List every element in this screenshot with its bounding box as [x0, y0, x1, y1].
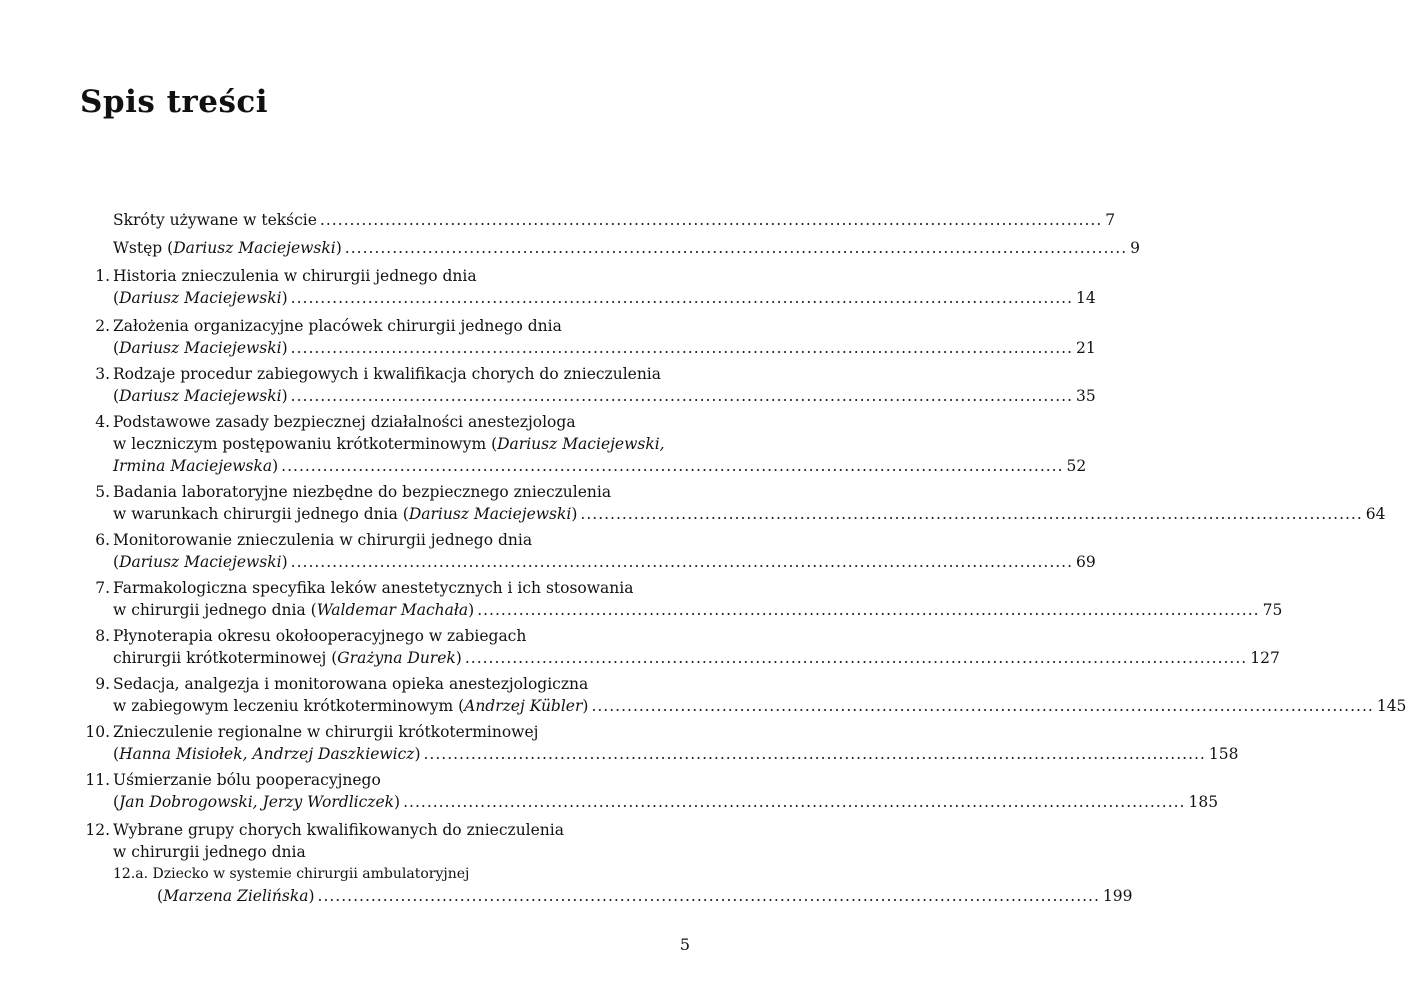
dot-leader: ....................................................................................................................................: [290, 387, 1074, 405]
entry-number: 5.: [95, 483, 110, 501]
entry-number: 2.: [95, 317, 110, 335]
entry-author: Dariusz Maciejewski: [119, 339, 282, 357]
page-title: Spis treści: [80, 84, 269, 120]
toc-line: (Hanna Misiołek, Andrzej Daszkiewicz) .................................................................................................................................... 158: [113, 742, 690, 766]
toc-line: (Dariusz Maciejewski) .................................................................................................................................... 69: [113, 550, 690, 574]
entry-page: 158: [1208, 745, 1239, 763]
entry-page: 185: [1188, 793, 1219, 811]
entry-author: Dariusz Maciejewski: [119, 387, 282, 405]
entry-number: 3.: [95, 365, 110, 383]
dot-leader: ....................................................................................................................................: [477, 601, 1260, 619]
toc-line: w chirurgii jednego dnia (Waldemar Machała) .................................................................................................................................... 75: [113, 598, 690, 622]
entry-title: Farmakologiczna specyfika leków anestetycznych i ich stosowania: [113, 579, 634, 597]
entry-title: Wybrane grupy chorych kwalifikowanych do znieczulenia: [113, 821, 564, 839]
entry-author: Dariusz Maciejewski: [119, 289, 282, 307]
entry-author: Jan Dobrogowski, Jerzy Wordliczek: [119, 793, 395, 811]
toc-line: chirurgii krótkoterminowej (Grażyna Durek) .................................................................................................................................... 127: [113, 646, 690, 670]
entry-title: Podstawowe zasady bezpiecznej działalności anestezjologa: [113, 413, 576, 431]
toc-line: w warunkach chirurgii jednego dnia (Dariusz Maciejewski) .................................................................................................................................... 64: [113, 502, 690, 526]
entry-number: 10.: [85, 723, 110, 741]
entry-page: 64: [1365, 505, 1386, 523]
entry-title: Rodzaje procedur zabiegowych i kwalifikacja chorych do znieczulenia: [113, 365, 662, 383]
toc-line: (Jan Dobrogowski, Jerzy Wordliczek) .................................................................................................................................... 185: [113, 790, 690, 814]
entry-title: Monitorowanie znieczulenia w chirurgii jednego dnia: [113, 531, 533, 549]
dot-leader: ....................................................................................................................................: [290, 339, 1074, 357]
entry-author: Waldemar Machała: [316, 601, 469, 619]
entry-title: Znieczulenie regionalne w chirurgii krótkoterminowej: [113, 723, 539, 741]
entry-page: 127: [1250, 649, 1280, 667]
toc-line: (Marzena Zielińska) .................................................................................................................................... 199: [157, 884, 690, 908]
entry-title-continued: w leczniczym postępowaniu krótkoterminowym (Dariusz Maciejewski,: [113, 435, 665, 453]
dot-leader: ....................................................................................................................................: [281, 457, 1064, 475]
toc-line: (Dariusz Maciejewski) .................................................................................................................................... 21: [113, 336, 690, 360]
toc-line: (Dariusz Maciejewski) .................................................................................................................................... 35: [113, 384, 690, 408]
entry-title: Badania laboratoryjne niezbędne do bezpiecznego znieczulenia: [113, 483, 612, 501]
entry-title-continued: w chirurgii jednego dnia: [113, 843, 306, 861]
dot-leader: ....................................................................................................................................: [423, 745, 1206, 763]
entry-title: Sedacja, analgezja i monitorowana opieka anestezjologiczna: [113, 675, 589, 693]
entry-page: 7: [1105, 211, 1116, 229]
entry-page: 9: [1130, 239, 1141, 257]
entry-number: 1.: [95, 267, 110, 285]
dot-leader: ....................................................................................................................................: [580, 505, 1363, 523]
toc-line: Irmina Maciejewska) .................................................................................................................................... 52: [113, 454, 684, 478]
entry-author: Grażyna Durek: [337, 649, 456, 667]
entry-page: 52: [1066, 457, 1087, 475]
page-number: 5: [679, 935, 690, 954]
entry-page: 21: [1076, 339, 1096, 357]
entry-page: 145: [1376, 697, 1406, 715]
toc-line: (Dariusz Maciejewski) .................................................................................................................................... 14: [113, 286, 690, 310]
entry-number: 12.: [85, 821, 110, 839]
entry-number: 4.: [95, 413, 110, 431]
entry-author: Hanna Misiołek, Andrzej Daszkiewicz: [119, 745, 415, 763]
entry-title: Założenia organizacyjne placówek chirurgii jednego dnia: [113, 317, 562, 335]
entry-page: 35: [1076, 387, 1096, 405]
entry-page: 14: [1076, 289, 1096, 307]
entry-page: 199: [1102, 887, 1133, 905]
entry-author: Dariusz Maciejewski: [408, 505, 572, 523]
entry-number: 11.: [85, 771, 110, 789]
dot-leader: ....................................................................................................................................: [290, 289, 1074, 307]
entry-number: 6.: [95, 531, 110, 549]
entry-author: Dariusz Maciejewski,: [497, 435, 665, 453]
entry-title: Uśmierzanie bólu pooperacyjnego: [113, 771, 381, 789]
entry-number: 7.: [95, 579, 110, 597]
entry-author: Irmina Maciejewska: [113, 457, 273, 475]
dot-leader: ....................................................................................................................................: [591, 697, 1374, 715]
entry-page: 75: [1262, 601, 1283, 619]
sub-entry-title: 12.a. Dziecko w systemie chirurgii ambulatoryjnej: [113, 866, 470, 882]
entry-author: Marzena Zielińska: [163, 887, 309, 905]
dot-leader: ....................................................................................................................................: [317, 887, 1100, 905]
entry-number: 9.: [95, 675, 110, 693]
entry-page: 69: [1076, 553, 1096, 571]
entry-number: 8.: [95, 627, 110, 645]
dot-leader: ....................................................................................................................................: [464, 649, 1248, 667]
entry-title: Skróty używane w tekście: [113, 211, 317, 229]
dot-leader: ....................................................................................................................................: [290, 553, 1074, 571]
dot-leader: ....................................................................................................................................: [319, 211, 1103, 229]
toc-line: Wstęp (Dariusz Maciejewski) .................................................................................................................................... 9: [113, 236, 690, 260]
dot-leader: ....................................................................................................................................: [344, 239, 1128, 257]
entry-author: Andrzej Kübler: [464, 697, 583, 715]
dot-leader: ....................................................................................................................................: [403, 793, 1186, 811]
entry-title: Historia znieczulenia w chirurgii jednego dnia: [113, 267, 477, 285]
toc-line: w zabiegowym leczeniu krótkoterminowym (Andrzej Kübler) .................................................................................................................................... 145: [113, 694, 690, 718]
entry-author: Dariusz Maciejewski: [173, 239, 336, 257]
entry-author: Dariusz Maciejewski: [119, 553, 282, 571]
toc-line: [113, 208, 1116, 232]
entry-title: Płynoterapia okresu okołooperacyjnego w zabiegach: [113, 627, 527, 645]
